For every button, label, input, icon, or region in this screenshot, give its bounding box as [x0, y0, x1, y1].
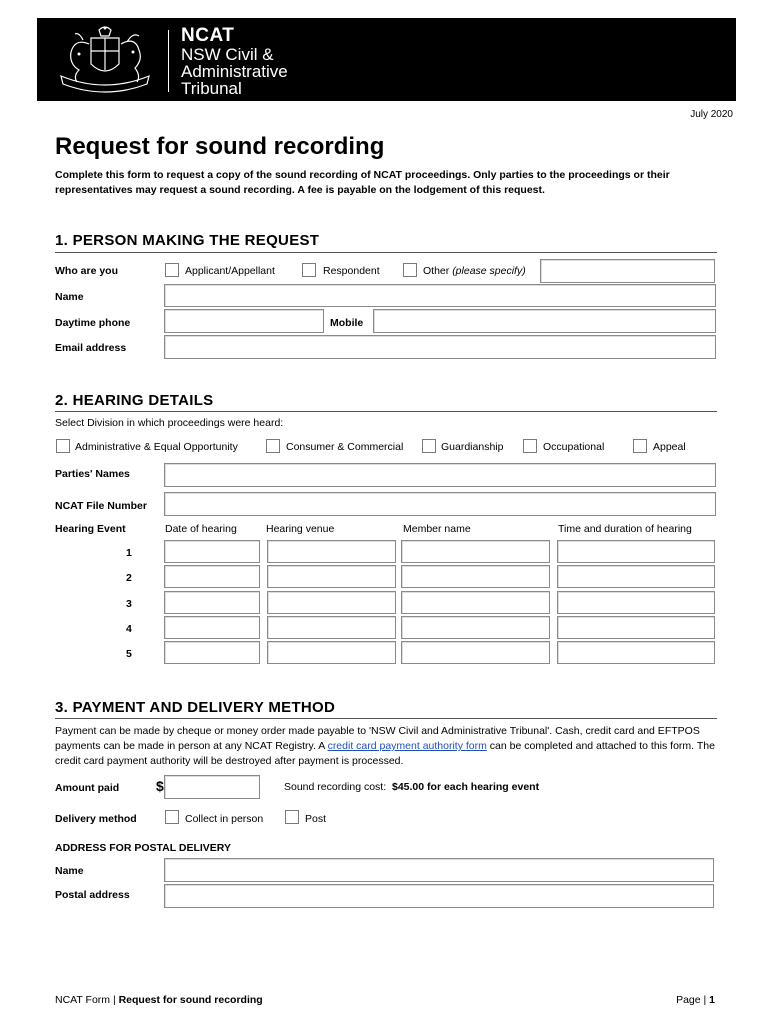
division-appeal-label: Appeal [653, 441, 686, 453]
other-checkbox[interactable] [403, 263, 417, 277]
section3-heading: 3. PAYMENT AND DELIVERY METHOD [55, 699, 336, 716]
brand-line: Tribunal [181, 79, 242, 98]
hearing-date-field[interactable] [164, 591, 260, 614]
hearing-venue-field[interactable] [267, 641, 396, 664]
hearing-row-number: 3 [126, 597, 132, 610]
footer-prefix: NCAT Form | [55, 994, 119, 1006]
respondent-checkbox[interactable] [302, 263, 316, 277]
division-guardianship-label: Guardianship [441, 441, 504, 453]
amount-paid-field[interactable] [164, 775, 260, 799]
hearing-time-field[interactable] [557, 641, 715, 664]
hearing-event-label: Hearing Event [55, 523, 126, 535]
postal-name-field[interactable] [164, 858, 714, 882]
hearing-time-field[interactable] [557, 616, 715, 639]
hearing-member-field[interactable] [401, 540, 550, 563]
division-consumer-label: Consumer & Commercial [286, 441, 404, 453]
col-member-header: Member name [403, 523, 471, 535]
hearing-member-field[interactable] [401, 591, 550, 614]
postal-address-label: Postal address [55, 889, 130, 901]
mobile-label: Mobile [330, 317, 364, 329]
coat-of-arms-icon [53, 24, 157, 94]
footer-title: Request for sound recording [118, 994, 263, 1006]
page-number: 1 [709, 994, 715, 1006]
hearing-time-field[interactable] [557, 591, 715, 614]
hearing-date-field[interactable] [164, 540, 260, 563]
hearing-date-field[interactable] [164, 616, 260, 639]
division-occupational-checkbox[interactable] [523, 439, 537, 453]
brand-line: Administrative [181, 62, 288, 81]
amount-paid-label: Amount paid [55, 782, 120, 794]
section2-rule [55, 411, 717, 412]
applicant-option-label: Applicant/Appellant [185, 265, 275, 277]
who-label: Who are you [55, 265, 119, 277]
hearing-venue-field[interactable] [267, 540, 396, 563]
brand-acronym: NCAT [181, 25, 235, 46]
header-divider [168, 30, 169, 92]
file-number-field[interactable] [164, 492, 716, 516]
postal-address-field[interactable] [164, 884, 714, 908]
collect-in-person-checkbox[interactable] [165, 810, 179, 824]
currency-symbol: $ [156, 778, 164, 794]
intro-text: Complete this form to request a copy of the sound recording of NCAT proceedings. Only parties to the proceedings or their representatives may request a sound recording. A fee is payable on the lodgement of this request. [55, 169, 670, 196]
division-occupational-label: Occupational [543, 441, 605, 453]
division-appeal-checkbox[interactable] [633, 439, 647, 453]
daytime-phone-field[interactable] [164, 309, 324, 333]
post-label: Post [305, 813, 327, 825]
email-field[interactable] [164, 335, 716, 359]
division-consumer-checkbox[interactable] [266, 439, 280, 453]
hearing-date-field[interactable] [164, 641, 260, 664]
cost-value: $45.00 for each hearing event [392, 781, 540, 793]
payment-text: Payment can be made by cheque or money order made payable to 'NSW Civil and Administrative Tribunal'. Cash, credit card and EFTPOS payments can be made in person at any NCAT Registry. A [55, 725, 700, 752]
hearing-member-field[interactable] [401, 565, 550, 588]
col-time-header: Time and duration of hearing [558, 523, 692, 535]
applicant-checkbox[interactable] [165, 263, 179, 277]
other-label: Other [423, 265, 450, 277]
other-option-label [423, 265, 526, 277]
form-date: July 2020 [690, 109, 733, 120]
cost-label: Sound recording cost: [284, 781, 387, 793]
email-label: Email address [55, 342, 127, 354]
footer-page [676, 994, 715, 1006]
hearing-date-field[interactable] [164, 565, 260, 588]
name-field[interactable] [164, 284, 716, 307]
division-admin-label: Administrative & Equal Opportunity [75, 441, 238, 453]
payment-text: can be completed and attached to this form. The credit card payment authority will be destroyed after payment is processed. [55, 740, 715, 767]
division-prompt: Select Division in which proceedings were heard: [55, 417, 284, 429]
hearing-member-field[interactable] [401, 641, 550, 664]
brand-line: NSW Civil & [181, 45, 274, 64]
other-note: (please specify) [452, 265, 526, 277]
hearing-row-number: 1 [126, 547, 132, 559]
parties-label: Parties' Names [55, 468, 130, 480]
postal-name-label: Name [55, 865, 84, 877]
hearing-member-field[interactable] [401, 616, 550, 639]
section1-heading: 1. PERSON MAKING THE REQUEST [55, 232, 320, 249]
respondent-option-label: Respondent [323, 265, 380, 277]
hearing-venue-field[interactable] [267, 591, 396, 614]
hearing-venue-field[interactable] [267, 565, 396, 588]
name-label: Name [55, 291, 84, 303]
hearing-venue-field[interactable] [267, 616, 396, 639]
parties-field[interactable] [164, 463, 716, 487]
section1-rule [55, 252, 717, 253]
mobile-field[interactable] [373, 309, 716, 333]
col-date-header: Date of hearing [165, 523, 237, 535]
collect-in-person-label: Collect in person [185, 813, 264, 825]
division-admin-checkbox[interactable] [56, 439, 70, 453]
col-venue-header: Hearing venue [266, 523, 335, 535]
daytime-phone-label: Daytime phone [55, 317, 131, 329]
ncat-wordmark [181, 26, 288, 97]
delivery-method-label: Delivery method [55, 813, 137, 825]
post-checkbox[interactable] [285, 810, 299, 824]
footer-form-name [55, 994, 263, 1006]
recording-cost [284, 781, 539, 793]
payment-paragraph [55, 724, 720, 769]
division-guardianship-checkbox[interactable] [422, 439, 436, 453]
section2-heading: 2. HEARING DETAILS [55, 392, 214, 409]
hearing-row-number: 2 [126, 572, 132, 585]
hearing-time-field[interactable] [557, 540, 715, 563]
hearing-time-field[interactable] [557, 565, 715, 588]
page-title: Request for sound recording [55, 133, 385, 160]
page-prefix: Page | [676, 994, 710, 1006]
section3-rule [55, 718, 717, 719]
credit-card-form-link[interactable]: credit card payment authority form [327, 740, 487, 752]
file-number-label: NCAT File Number [55, 500, 147, 512]
postal-heading: ADDRESS FOR POSTAL DELIVERY [55, 842, 231, 854]
hearing-row-number: 5 [126, 648, 132, 661]
hearing-row-number: 4 [126, 622, 132, 635]
other-specify-field[interactable] [540, 259, 715, 283]
